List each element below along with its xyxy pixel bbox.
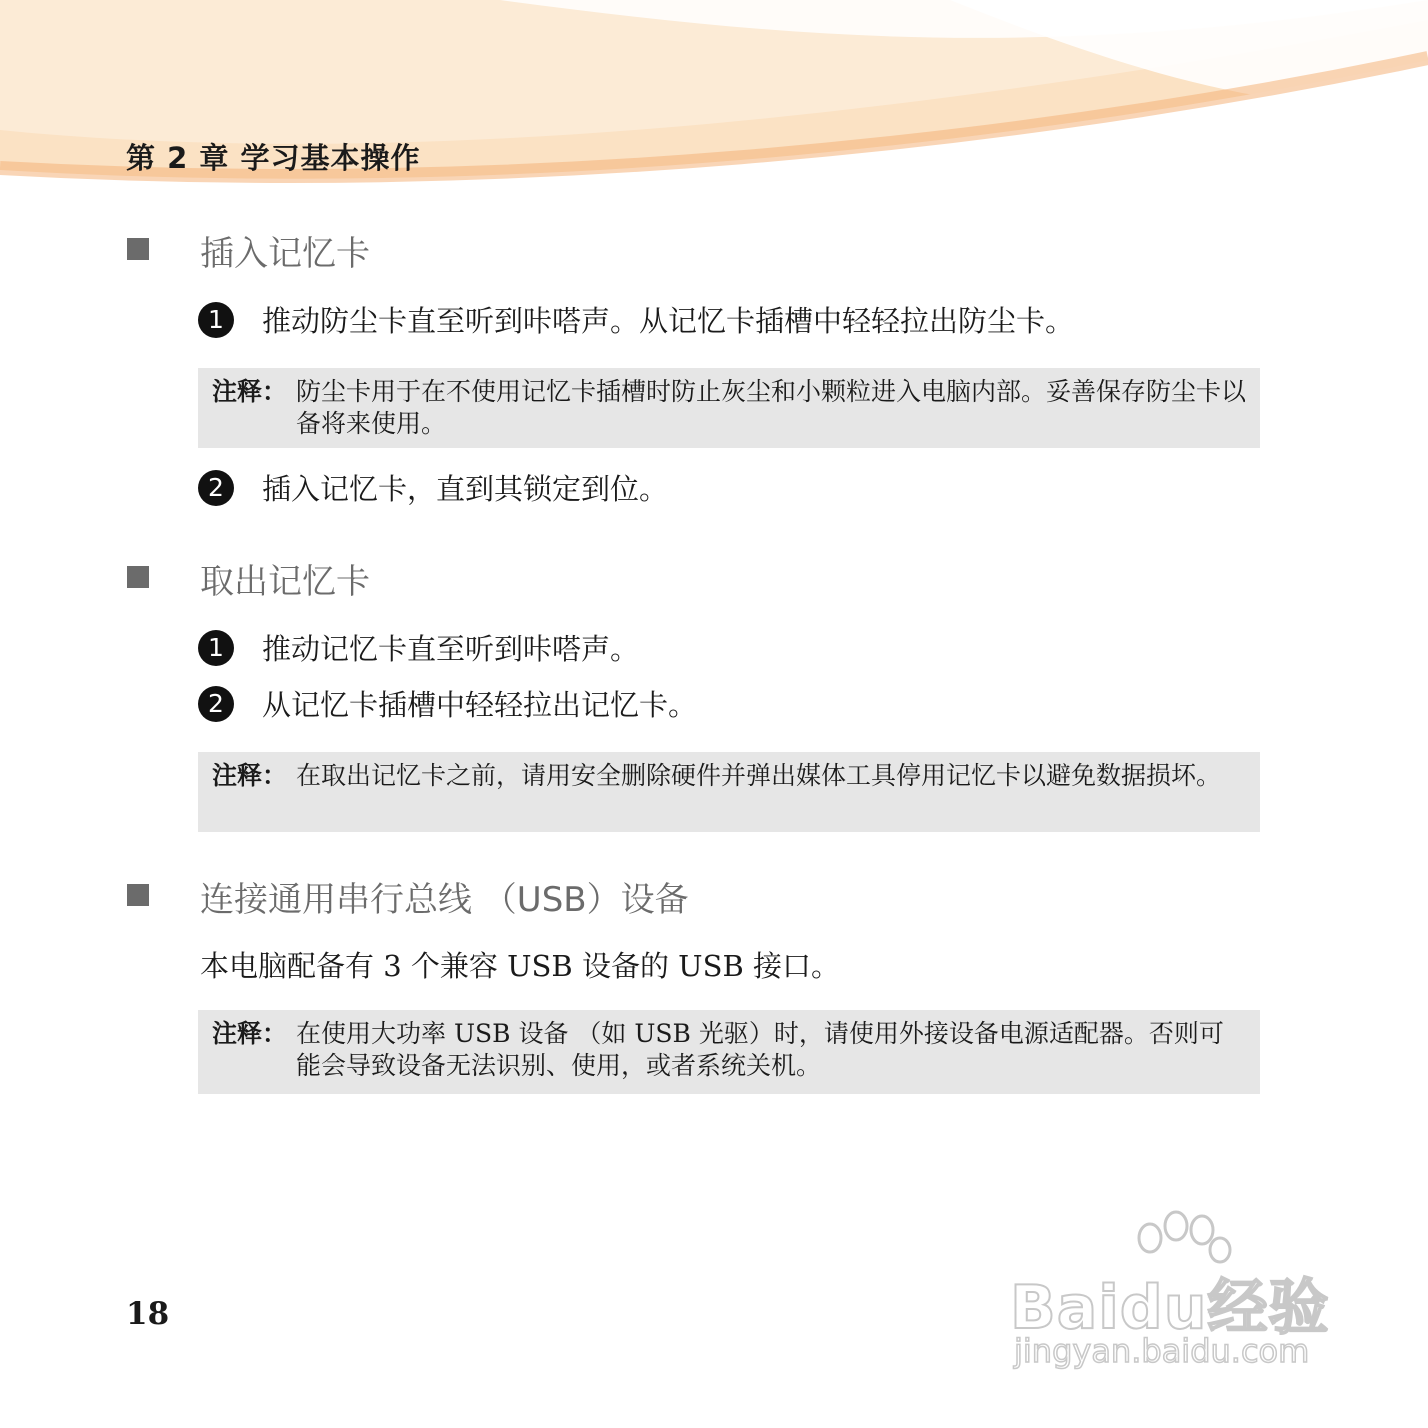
step-number-badge: 1 — [198, 630, 234, 666]
note-text: 在使用大功率 USB 设备 （如 USB 光驱）时，请使用外接设备电源适配器。否则可能会导致设备无法识别、使用，或者系统关机。 — [296, 1019, 1224, 1080]
section-title: 连接通用串行总线 （USB）设备 — [200, 880, 689, 920]
bullet-square-icon — [127, 566, 149, 588]
note-label: 注释： — [212, 761, 288, 790]
step-text: 插入记忆卡，直到其锁定到位。 — [262, 472, 669, 506]
bullet-square-icon — [127, 884, 149, 906]
section-title: 取出记忆卡 — [200, 562, 370, 602]
step-text: 推动记忆卡直至听到咔嗒声。 — [262, 632, 640, 666]
watermark-brand: Baidu经验 — [1010, 1273, 1330, 1343]
chapter-title: 第 2 章 学习基本操作 — [126, 141, 421, 175]
step-number-badge: 1 — [198, 302, 234, 338]
note-label: 注释： — [212, 377, 288, 406]
note-box — [198, 368, 1260, 448]
bullet-square-icon — [127, 238, 149, 260]
note-label: 注释： — [212, 1019, 288, 1048]
watermark-url: jingyan.baidu.com — [1014, 1332, 1310, 1370]
section-title: 插入记忆卡 — [200, 234, 370, 274]
note-text: 在取出记忆卡之前，请用安全删除硬件并弹出媒体工具停用记忆卡以避免数据损坏。 — [296, 761, 1222, 790]
step-number-badge: 2 — [198, 470, 234, 506]
page-number: 18 — [126, 1296, 170, 1332]
step-number-badge: 2 — [198, 686, 234, 722]
step-text: 从记忆卡插槽中轻轻拉出记忆卡。 — [262, 688, 698, 722]
paragraph: 本电脑配备有 3 个兼容 USB 设备的 USB 接口。 — [200, 949, 840, 983]
note-text: 防尘卡用于在不使用记忆卡插槽时防止灰尘和小颗粒进入电脑内部。妥善保存防尘卡以备将来使用。 — [296, 377, 1247, 438]
note-box — [198, 1010, 1260, 1094]
step-text: 推动防尘卡直至听到咔嗒声。从记忆卡插槽中轻轻拉出防尘卡。 — [262, 304, 1075, 338]
note-box — [198, 752, 1260, 832]
baidu-watermark — [1010, 1210, 1350, 1380]
